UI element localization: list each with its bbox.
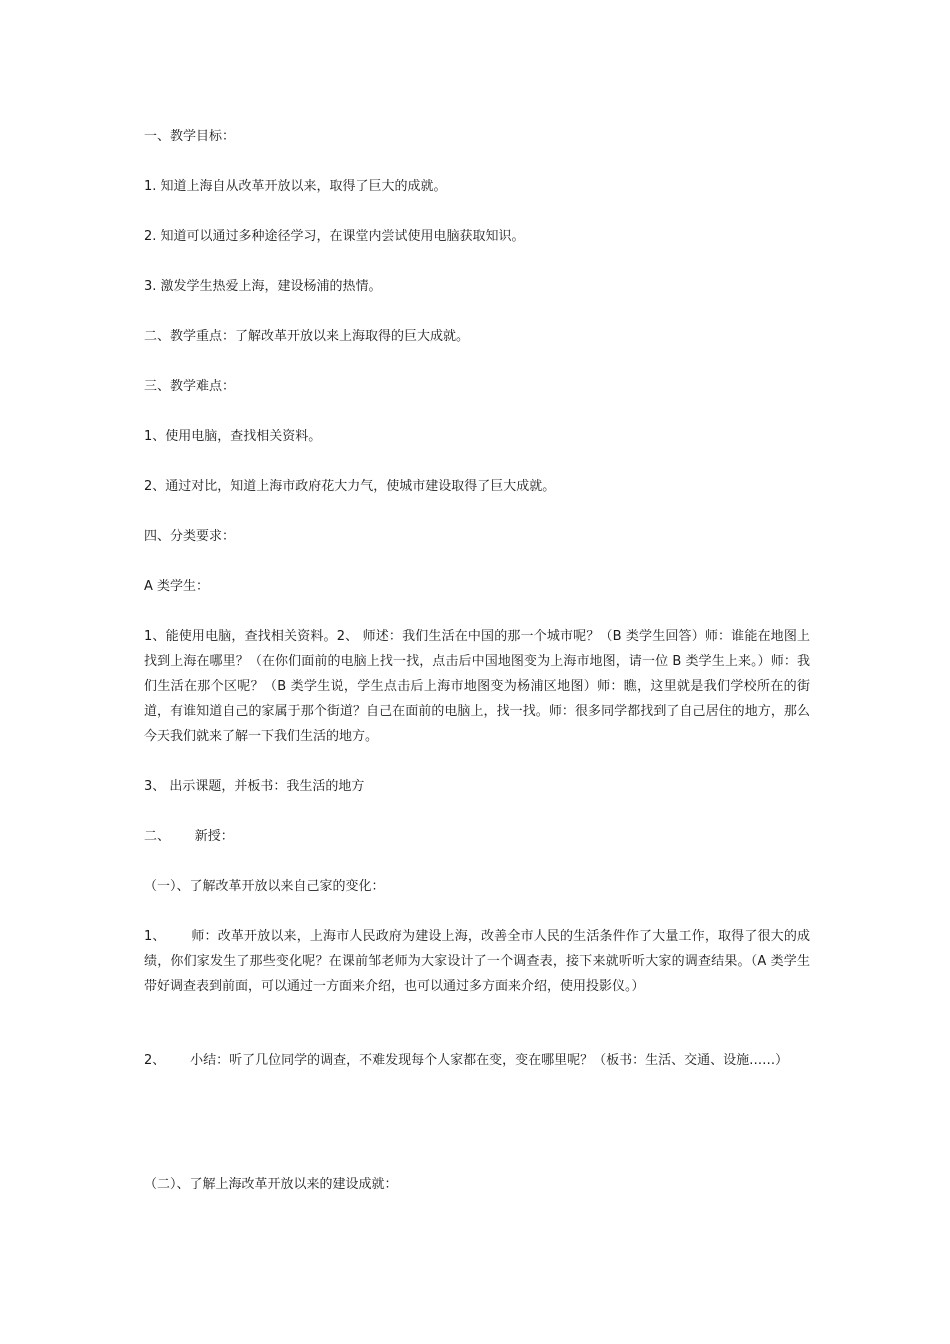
teacher-narration-paragraph: 1、 师：改革开放以来，上海市人民政府为建设上海，改善全市人民的生活条件作了大量工作，取得了很大的成绩，你们家发生了那些变化呢？在课前邹老师为大家设计了一个调查表，接下来就听听大家的调查结果。（A 类学生带好调查表到前面，可以通过一方面来介绍，也可以通过多方面来介绍，使用投影仪。） [144, 929, 810, 994]
subsection-heading-shanghai-achievements: （二）、了解上海改革开放以来的建设成就： [144, 1177, 398, 1192]
section-heading-key-points: 二、教学重点：了解改革开放以来上海取得的巨大成就。 [144, 329, 470, 344]
subsection-heading-family-changes: （一）、了解改革开放以来自己家的变化： [144, 879, 385, 894]
section-heading-new-lesson: 二、 新授： [144, 829, 234, 844]
difficulty-item-2: 2、通过对比，知道上海市政府花大力气，使城市建设取得了巨大成就。 [144, 479, 556, 494]
section-heading-difficulties: 三、教学难点： [144, 379, 236, 394]
goal-item-3: 3. 激发学生热爱上海，建设杨浦的热情。 [144, 279, 382, 294]
section-heading-teaching-goals: 一、教学目标： [144, 129, 236, 144]
difficulty-item-1: 1、使用电脑，查找相关资料。 [144, 429, 322, 444]
summary-paragraph: 2、 小结：听了几位同学的调查，不难发现每个人家都在变，变在哪里呢？（板书：生活、交通、设施……） [144, 1053, 789, 1068]
goal-item-1: 1. 知道上海自从改革开放以来，取得了巨大的成就。 [144, 179, 447, 194]
section-heading-requirements: 四、分类要求： [144, 529, 236, 544]
lesson-title-step: 3、 出示课题，并板书：我生活的地方 [144, 779, 365, 794]
lesson-intro-paragraph: 1、能使用电脑，查找相关资料。2、 师述：我们生活在中国的那一个城市呢？（B 类学生回答）师：谁能在地图上找到上海在哪里？（在你们面前的电脑上找一找，点击后中国地图变为上海市地图，请一位 B 类学生上来。）师：我们生活在那个区呢？（B 类学生说，学生点击后上海市地图变为杨浦区地图）师：瞧，这里就是我们学校所在的街道，有谁知道自己的家属于那个街道？自己在面前的电脑上，找一找。师：很多同学都找到了自己居住的地方，那么今天我们就来了解一下我们生活的地方。 [144, 629, 810, 744]
goal-item-2: 2. 知道可以通过多种途径学习，在课堂内尝试使用电脑获取知识。 [144, 229, 525, 244]
student-group-a-label: A 类学生： [144, 579, 210, 594]
